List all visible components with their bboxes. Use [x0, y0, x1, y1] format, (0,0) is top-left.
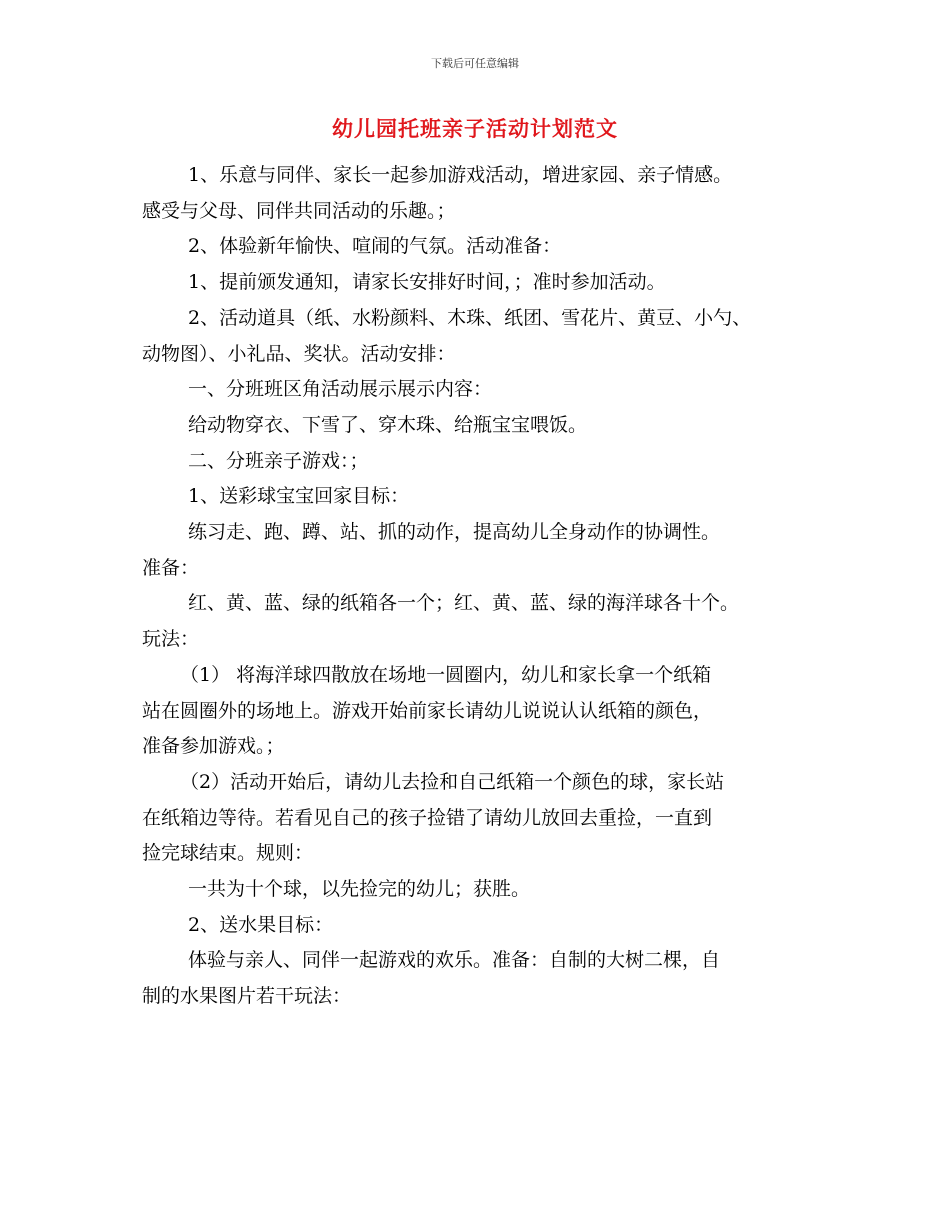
paragraph-line: 2、活动道具（纸、水粉颜料、木珠、纸团、雪花片、黄豆、小勺、 [188, 306, 752, 329]
paragraph-line: 玩法： [142, 628, 200, 651]
paragraph-line: 1、送彩球宝宝回家目标： [188, 485, 410, 508]
document-body [142, 158, 832, 1015]
paragraph-line: （2）活动开始后，请幼儿去捡和自己纸箱一个颜色的球，家长站 [180, 770, 725, 793]
paragraph-line: 制的水果图片若干玩法： [142, 985, 352, 1008]
paragraph-line: 站在圆圈外的场地上。游戏开始前家长请幼儿说说认认纸箱的颜色， [142, 699, 713, 722]
paragraph-line: 动物图）、小礼品、奖状。活动安排： [142, 342, 456, 365]
paragraph-line: （1） 将海洋球四散放在场地一圆圈内，幼儿和家长拿一个纸箱 [180, 663, 712, 686]
paragraph-line: 1、乐意与同伴、家长一起参加游戏活动，增进家园、亲子情感。 [188, 164, 733, 186]
paragraph-line: 在纸箱边等待。若看见自己的孩子捡错了请幼儿放回去重捡，一直到 [142, 806, 713, 829]
paragraph-line: 2、体验新年愉快、喧闹的气氛。活动准备： [188, 235, 562, 258]
paragraph-line: 给动物穿衣、下雪了、穿木珠、给瓶宝宝喂饭。 [188, 413, 588, 436]
paragraph-line: 2、送水果目标： [188, 913, 334, 936]
paragraph-line: 练习走、跑、蹲、站、抓的动作，提高幼儿全身动作的协调性。 [188, 521, 721, 544]
paragraph-line: 准备： [142, 556, 200, 579]
paragraph-line: 捡完球结束。规则： [142, 842, 314, 865]
paragraph-line: 感受与父母、同伴共同活动的乐趣。； [142, 199, 456, 222]
paragraph-line: 二、分班亲子游戏：； [188, 449, 369, 472]
header-note: 下载后可任意编辑 [431, 57, 519, 70]
paragraph-line: 1、提前颁发通知，请家长安排好时间，；准时参加活动。 [188, 271, 666, 294]
paragraph-line: 准备参加游戏。； [142, 735, 285, 758]
paragraph-line: 一共为十个球，以先捡完的幼儿；获胜。 [188, 878, 531, 901]
document-title: 幼儿园托班亲子活动计划范文 [332, 116, 618, 141]
paragraph-line: 一、分班班区角活动展示展示内容： [188, 378, 493, 401]
paragraph-line: 红、黄、蓝、绿的纸箱各一个；红、黄、蓝、绿的海洋球各十个。 [188, 592, 740, 615]
paragraph-line: 体验与亲人、同伴一起游戏的欢乐。准备：自制的大树二棵，自 [188, 949, 721, 972]
